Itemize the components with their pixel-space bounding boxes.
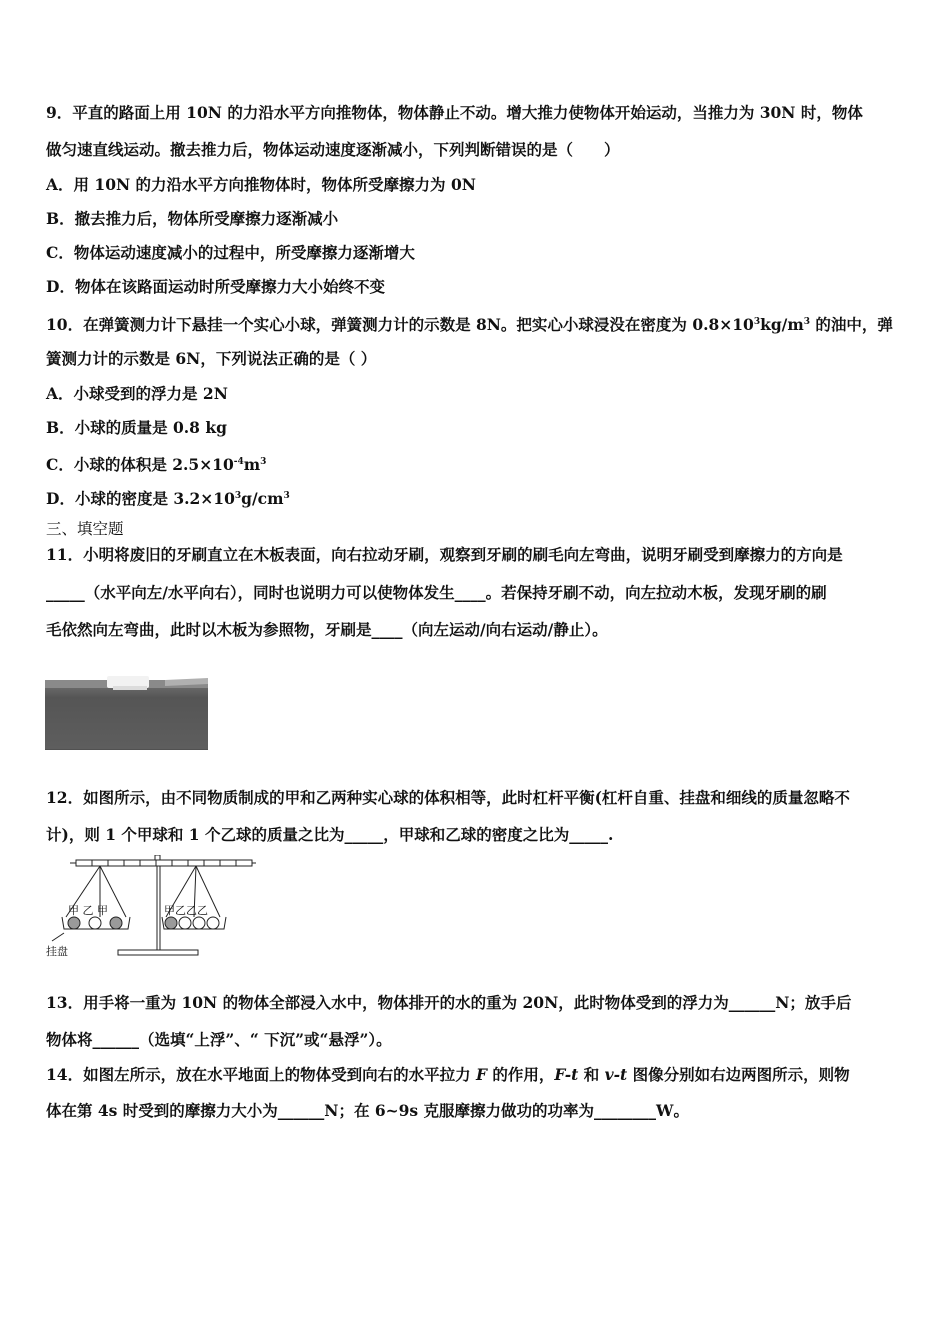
q10-option-a: A．小球受到的浮力是 2N <box>46 384 228 403</box>
superscript: 3 <box>234 491 242 501</box>
superscript: 3 <box>283 491 290 501</box>
q14-stem-text: 14．如图左所示，放在水平地面上的物体受到向右的水平拉力 <box>46 1065 476 1084</box>
section-heading: 三、填空题 <box>46 520 124 538</box>
ball-jia <box>165 917 177 929</box>
q10-option-b: B．小球的质量是 0.8 kg <box>46 418 227 437</box>
q9-stem-line1: 9．平直的路面上用 10N 的力沿水平方向推物体，物体静止不动。增大推力使物体开始运动，当推力为 30N 时，物体 <box>46 103 863 122</box>
q10-option-c-text: C．小球的体积是 2.5×10 <box>46 455 234 474</box>
variable-f-t: F-t <box>554 1065 579 1084</box>
q9-stem-line2: 做匀速直线运动。撤去推力后，物体运动速度逐渐减小，下列判断错误的是（ ） <box>46 140 620 159</box>
unit-text: m <box>243 455 261 474</box>
unit-text: g/cm <box>241 489 284 508</box>
q12-stem-line1: 12．如图所示，由不同物质制成的甲和乙两种实心球的体积相等，此时杠杆平衡(杠杆自重、挂盘和细线的质量忽略不 <box>46 788 850 807</box>
q11-stem-line3: 毛依然向左弯曲，此时以木板为参照物，牙刷是____（向左运动/向右运动/静止）。 <box>46 620 608 639</box>
right-pan-labels: 甲乙乙乙 <box>164 904 208 917</box>
superscript: 3 <box>753 317 761 327</box>
superscript: -4 <box>233 457 244 467</box>
left-pan-labels: 甲 乙 甲 <box>68 904 108 917</box>
q12-stem-line2: 计)，则 1 个甲球和 1 个乙球的质量之比为_____，甲球和乙球的密度之比为_____. <box>46 825 614 844</box>
ball-yi <box>179 917 191 929</box>
pan-caption: 挂盘 <box>46 945 68 958</box>
q14-stem-text: 图像分别如右边两图所示，则物 <box>627 1065 850 1084</box>
q10-option-c <box>46 452 908 475</box>
ball-yi <box>207 917 219 929</box>
lever-balance-figure <box>44 855 256 959</box>
q9-option-a: A．用 10N 的力沿水平方向推物体时，物体所受摩擦力为 0N <box>46 175 476 194</box>
q10-option-d-text: D．小球的密度是 3.2×10 <box>46 489 235 508</box>
q9-option-c: C．物体运动速度减小的过程中，所受摩擦力逐渐增大 <box>46 243 415 262</box>
q13-stem-line1: 13．用手将一重为 10N 的物体全部浸入水中，物体排开的水的重为 20N，此时物体受到的浮力为______N；放手后 <box>46 993 852 1012</box>
q14-stem-text: 的作用， <box>486 1065 555 1084</box>
q9-option-d: D．物体在该路面运动时所受摩擦力大小始终不变 <box>46 277 385 296</box>
q10-option-d <box>46 486 908 509</box>
q11-stem-line1: 11．小明将废旧的牙刷直立在木板表面，向右拉动牙刷，观察到牙刷的刷毛向左弯曲，说明牙刷受到摩擦力的方向是 <box>46 545 843 564</box>
variable-f: F <box>475 1065 487 1084</box>
unit-text: kg/m <box>760 315 804 334</box>
q14-stem-line1 <box>46 1065 908 1085</box>
q11-stem-line2: _____（水平向左/水平向右），同时也说明力可以使物体发生____。若保持牙刷不动，向左拉动木板，发现牙刷的刷 <box>46 583 827 602</box>
q10-stem-line2: 簧测力计的示数是 6N，下列说法正确的是（ ） <box>46 349 377 368</box>
superscript: 3 <box>260 457 267 467</box>
q10-stem-line1 <box>46 312 908 335</box>
ball-jia <box>68 917 80 929</box>
toothbrush-board-photo <box>45 676 208 750</box>
ball-yi <box>193 917 205 929</box>
ball-yi <box>89 917 101 929</box>
superscript: 3 <box>803 317 811 327</box>
ball-jia <box>110 917 122 929</box>
variable-v-t: v-t <box>604 1065 628 1084</box>
q10-stem-line1-text: 10．在弹簧测力计下悬挂一个实心小球，弹簧测力计的示数是 8N。把实心小球浸没在密度为 0.8×10 <box>46 315 754 334</box>
q10-stem-line1-tail: 的油中，弹 <box>810 315 893 334</box>
q14-stem-text: 和 <box>578 1065 605 1084</box>
q14-stem-line2: 体在第 4s 时受到的摩擦力大小为______N；在 6~9s 克服摩擦力做功的功率为________W。 <box>46 1101 689 1120</box>
q9-option-b: B．撤去推力后，物体所受摩擦力逐渐减小 <box>46 209 339 228</box>
q13-stem-line2: 物体将______（选填“上浮”、“ 下沉”或“悬浮”）。 <box>46 1030 392 1049</box>
